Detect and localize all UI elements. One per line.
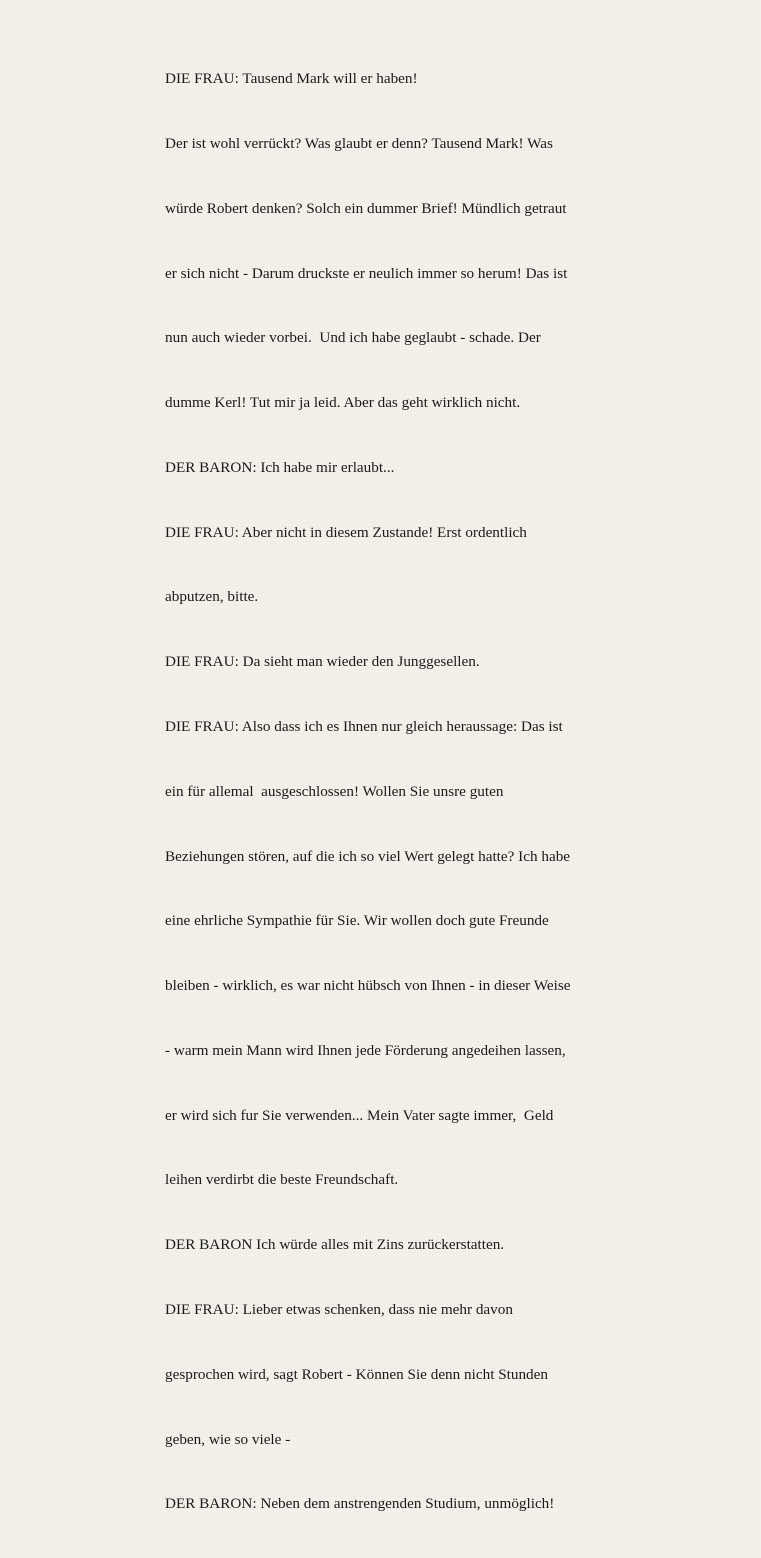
text-line: würde Robert denken? Solch ein dummer Brief! Mündlich getraut bbox=[165, 199, 567, 217]
text-line: - warm mein Mann wird Ihnen jede Förderung angedeihen lassen, bbox=[165, 1041, 566, 1059]
document-text bbox=[165, 25, 605, 1558]
text-line: bleiben - wirklich, es war nicht hübsch von Ihnen - in dieser Weise bbox=[165, 977, 571, 995]
text-line: gesprochen wird, sagt Robert - Können Sie denn nicht Stunden bbox=[165, 1365, 548, 1383]
text-line: DIE FRAU: Lieber etwas schenken, dass nie mehr davon bbox=[165, 1301, 513, 1319]
text-line: DER BARON: Neben dem anstrengenden Studium, unmöglich! bbox=[165, 1495, 555, 1513]
text-line: abputzen, bitte. bbox=[165, 588, 259, 606]
text-line: nun auch wieder vorbei. Und ich habe geglaubt - schade. Der bbox=[165, 329, 541, 347]
text-line: DIE FRAU: Aber nicht in diesem Zustande! Erst ordentlich bbox=[165, 523, 527, 541]
text-line: geben, wie so viele - bbox=[165, 1430, 291, 1448]
text-line: Der ist wohl verrückt? Was glaubt er denn? Tausend Mark! Was bbox=[165, 134, 553, 152]
text-line: DIE FRAU: Also dass ich es Ihnen nur gleich heraussage: Das ist bbox=[165, 718, 563, 735]
document-page bbox=[165, 25, 605, 1558]
text-line: eine ehrliche Sympathie für Sie. Wir wollen doch gute Freunde bbox=[165, 912, 549, 930]
text-line: er wird sich fur Sie verwenden... Mein Vater sagte immer, Geld bbox=[165, 1106, 554, 1124]
text-line: ein für allemal ausgeschlossen! Wollen Sie unsre guten bbox=[165, 782, 504, 800]
text-line: er sich nicht - Darum druckste er neulich immer so herum! Das ist bbox=[165, 264, 568, 282]
text-line: leihen verdirbt die beste Freundschaft. bbox=[165, 1171, 399, 1189]
text-line: Beziehungen stören, auf die ich so viel Wert gelegt hatte? Ich habe bbox=[165, 847, 571, 865]
text-line: DER BARON: Ich habe mir erlaubt... bbox=[165, 458, 395, 476]
text-line: DIE FRAU: Tausend Mark will er haben! bbox=[165, 70, 418, 88]
text-line: DER BARON Ich würde alles mit Zins zurückerstatten. bbox=[165, 1236, 505, 1254]
text-line: DIE FRAU: Da sieht man wieder den Junggesellen. bbox=[165, 653, 480, 671]
text-line: dumme Kerl! Tut mir ja leid. Aber das geht wirklich nicht. bbox=[165, 394, 521, 412]
